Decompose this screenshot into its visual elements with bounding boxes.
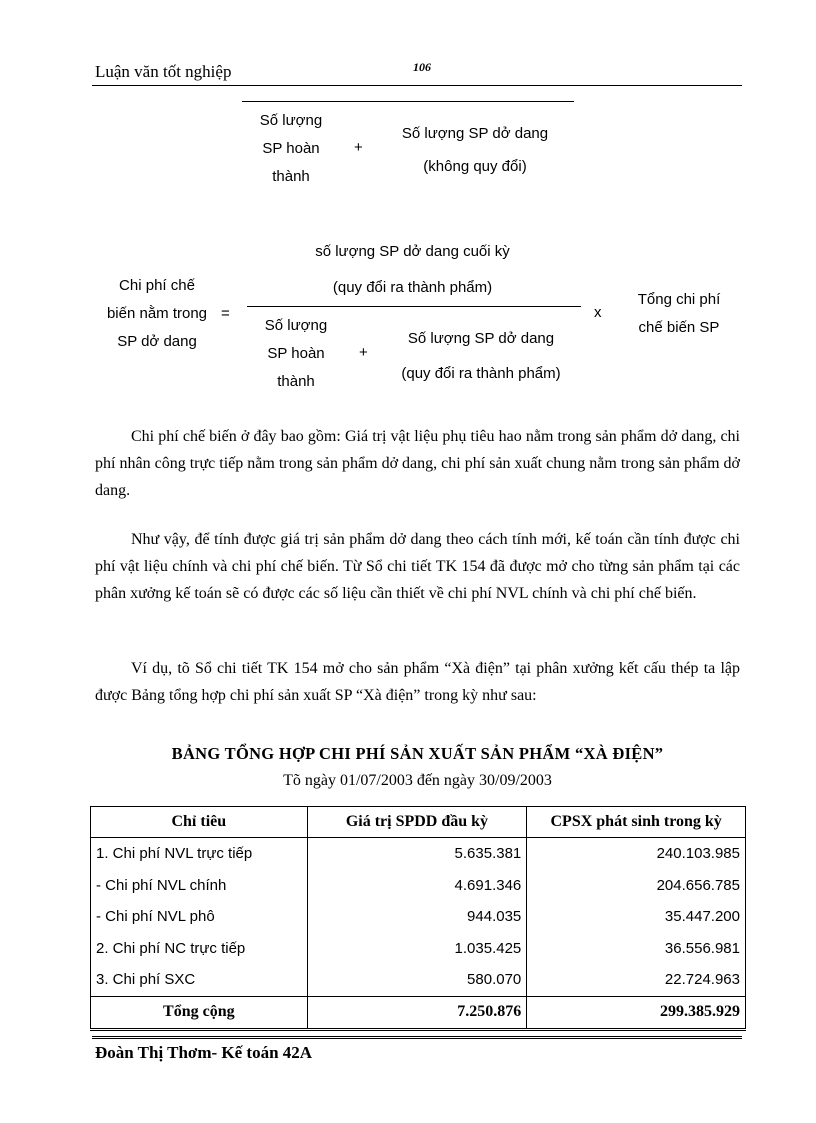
formula2-denominator-left: Số lượng SP hoàn thành xyxy=(264,317,328,390)
formula2-fraction-bar xyxy=(247,306,581,307)
cell-opening-wip: 1.035.425 xyxy=(307,933,527,965)
table-row xyxy=(91,901,746,933)
table-row xyxy=(91,933,746,965)
cost-summary-table xyxy=(90,806,746,1031)
formula2-numerator: số lượng SP dở dang cuối kỳ (quy đổi ra thành phẩm) xyxy=(315,243,510,296)
formula2-equals: = xyxy=(221,305,230,322)
table-header-row xyxy=(91,807,746,838)
row-label: 2. Chi phí NC trực tiếp xyxy=(91,933,308,965)
formula2-denominator-right: Số lượng SP dở dang (quy đổi ra thành phẩm) xyxy=(401,330,561,382)
table-title: BẢNG TỔNG HỢP CHI PHÍ SẢN XUẤT SẢN PHẨM “XÀ ĐIỆN” xyxy=(171,744,664,763)
table-row xyxy=(91,838,746,870)
column-header: Chỉ tiêu xyxy=(91,807,308,838)
paragraph-2: Như vậy, để tính được giá trị sản phẩm dở dang theo cách tính mới, kế toán cần tính được chi phí vật liệu chính và chi phí chế biến. Từ Sổ chi tiết TK 154 đã được mở cho từng sản phẩm tại các phân xưởng kế toán sẽ có được các số liệu cần thiết về chi phí NVL chính và chi phí chế biến. xyxy=(95,531,740,602)
header-title: Luận văn tốt nghiệp xyxy=(95,62,232,81)
formula2-rhs: Tổng chi phí chế biến SP xyxy=(637,291,721,336)
cell-opening-wip: 580.070 xyxy=(307,964,527,996)
row-label: - Chi phí NVL phô xyxy=(91,901,308,933)
column-header: CPSX phát sinh trong kỳ xyxy=(527,807,746,838)
footer-rule xyxy=(92,1036,742,1039)
column-header: Giá trị SPDD đầu kỳ xyxy=(307,807,527,838)
formula1-fraction-bar xyxy=(242,101,574,102)
formula1-plus: + xyxy=(354,139,363,156)
formula2-plus: + xyxy=(359,344,368,361)
formula2-times: x xyxy=(594,304,602,321)
paragraph-3: Ví dụ, tõ Sổ chi tiết TK 154 mở cho sản phẩm “Xà điện” tại phân xưởng kết cấu thép ta lập được Bảng tổng hợp chi phí sản xuất SP “Xà điện” trong kỳ như sau: xyxy=(95,660,740,704)
footer-author: Đoàn Thị Thơm- Kế toán 42A xyxy=(95,1043,313,1062)
row-label: - Chi phí NVL chính xyxy=(91,870,308,902)
formula1-denominator-right: Số lượng SP dở dang (không quy đổi) xyxy=(401,125,549,175)
formula1-denominator-left: Số lượng SP hoàn thành xyxy=(259,112,323,185)
cell-opening-wip: 944.035 xyxy=(307,901,527,933)
table-row xyxy=(91,964,746,996)
cell-period-cost: 22.724.963 xyxy=(527,964,746,996)
total-period-cost: 299.385.929 xyxy=(527,996,746,1029)
cell-period-cost: 36.556.981 xyxy=(527,933,746,965)
page-number: 106 xyxy=(413,60,431,74)
table-row xyxy=(91,870,746,902)
cell-period-cost: 204.656.785 xyxy=(527,870,746,902)
formula2-lhs: Chi phí chế biến nằm trong SP dở dang xyxy=(106,277,208,350)
total-opening-wip: 7.250.876 xyxy=(307,996,527,1029)
table-subtitle: Tõ ngày 01/07/2003 đến ngày 30/09/2003 xyxy=(283,772,552,789)
row-label: 1. Chi phí NVL trực tiếp xyxy=(91,838,308,870)
row-label: 3. Chi phí SXC xyxy=(91,964,308,996)
table-total-row xyxy=(91,996,746,1029)
cell-opening-wip: 4.691.346 xyxy=(307,870,527,902)
total-label: Tổng cộng xyxy=(91,996,308,1029)
header-rule xyxy=(92,85,742,86)
cell-opening-wip: 5.635.381 xyxy=(307,838,527,870)
paragraph-1: Chi phí chế biến ở đây bao gồm: Giá trị vật liệu phụ tiêu hao nằm trong sản phẩm dở dang, chi phí nhân công trực tiếp nằm trong sản phẩm dở dang, chi phí sản xuất chung nằm trong sản phẩm dở dang. xyxy=(95,428,740,499)
cell-period-cost: 35.447.200 xyxy=(527,901,746,933)
cell-period-cost: 240.103.985 xyxy=(527,838,746,870)
